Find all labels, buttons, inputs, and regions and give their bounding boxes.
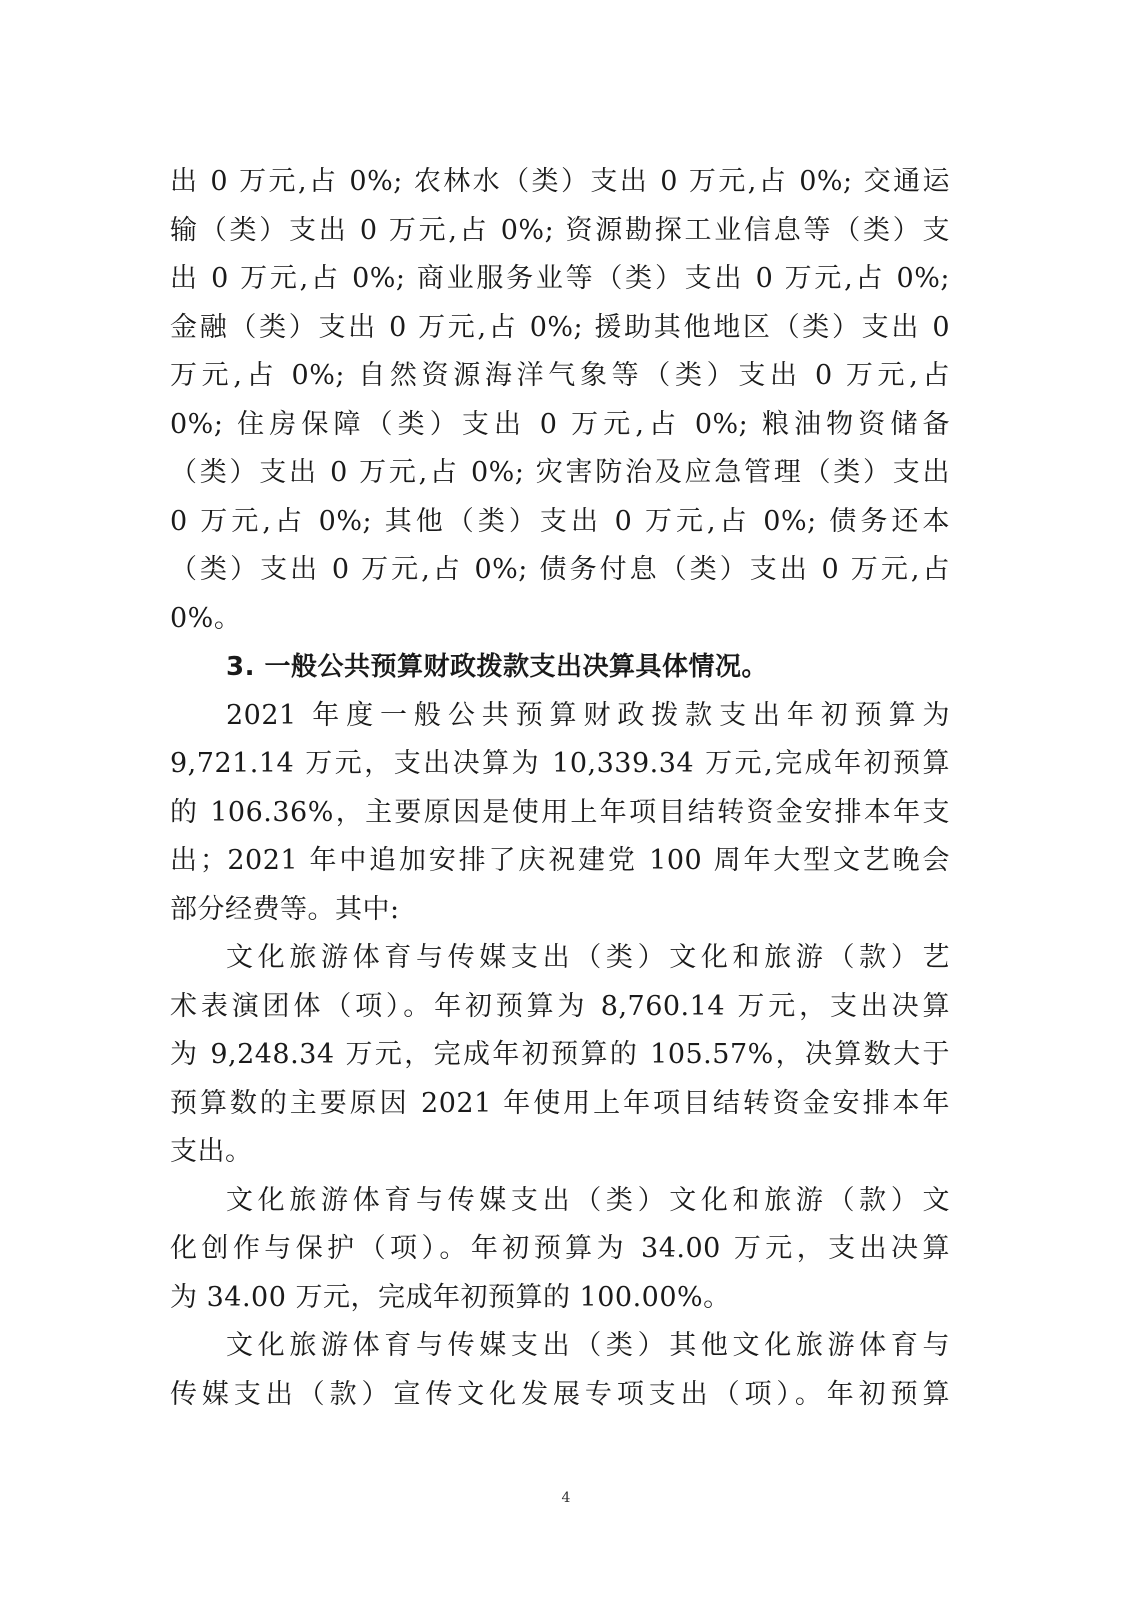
text-line: 9,721.14 万元，支出决算为 10,339.34 万元,完成年初预算 (170, 748, 950, 779)
text-line: 出 0 万元,占 0%; 商业服务业等（类）支出 0 万元,占 0%; (170, 263, 950, 294)
text-line: 出 0 万元,占 0%; 农林水（类）支出 0 万元,占 0%; 交通运 (170, 166, 950, 197)
paragraph-expense-categories (170, 158, 950, 643)
text-line: 0%。 (170, 602, 242, 634)
text-line: 0 万元,占 0%; 其他（类）支出 0 万元,占 0%; 债务还本 (170, 505, 950, 537)
text-line: 万元,占 0%; 自然资源海洋气象等（类）支出 0 万元,占 (170, 360, 950, 391)
text-line: 预算数的主要原因 2021 年使用上年项目结转资金安排本年 (170, 1087, 950, 1119)
text-line: 文化旅游体育与传媒支出（类）其他文化旅游体育与 (226, 1330, 950, 1361)
document-body (170, 158, 950, 1419)
paragraph-cultural-creation (170, 1177, 950, 1323)
text-line: 输（类）支出 0 万元,占 0%; 资源勘探工业信息等（类）支 (170, 214, 950, 246)
text-line: （类）支出 0 万元,占 0%; 债务付息（类）支出 0 万元,占 (170, 554, 950, 585)
text-line: 传媒支出（款）宣传文化发展专项支出（项）。年初预算 (170, 1378, 950, 1410)
text-line: 支出。 (170, 1136, 253, 1167)
text-line: 术表演团体（项）。年初预算为 8,760.14 万元，支出决算 (170, 990, 950, 1022)
text-line: 部分经费等。其中: (170, 893, 400, 925)
text-line: 金融（类）支出 0 万元,占 0%; 援助其他地区（类）支出 0 (170, 311, 950, 343)
text-line: 化创作与保护（项）。年初预算为 34.00 万元，支出决算 (170, 1233, 950, 1264)
text-line: 出；2021 年中追加安排了庆祝建党 100 周年大型文艺晚会 (170, 845, 950, 876)
text-line: 为 34.00 万元，完成年初预算的 100.00%。 (170, 1281, 731, 1313)
page-number: 4 (561, 1490, 571, 1506)
paragraph-other-culture-expenses (170, 1322, 950, 1419)
paragraph-performing-arts (170, 934, 950, 1177)
text-line: 的 106.36%，主要原因是使用上年项目结转资金安排本年支 (170, 796, 950, 828)
text-line: 文化旅游体育与传媒支出（类）文化和旅游（款）文 (226, 1184, 950, 1216)
text-line: 0%; 住房保障（类）支出 0 万元,占 0%; 粮油物资储备 (170, 408, 950, 440)
text-line: 文化旅游体育与传媒支出（类）文化和旅游（款）艺 (226, 942, 950, 973)
text-line: （类）支出 0 万元,占 0%; 灾害防治及应急管理（类）支出 (170, 457, 950, 488)
section-heading: 3. 一般公共预算财政拨款支出决算具体情况。 (226, 652, 769, 682)
text-line: 为 9,248.34 万元，完成年初预算的 105.57%，决算数大于 (170, 1039, 950, 1070)
paragraph-budget-summary (170, 692, 950, 935)
text-line: 2021 年度一般公共预算财政拨款支出年初预算为 (226, 699, 950, 731)
